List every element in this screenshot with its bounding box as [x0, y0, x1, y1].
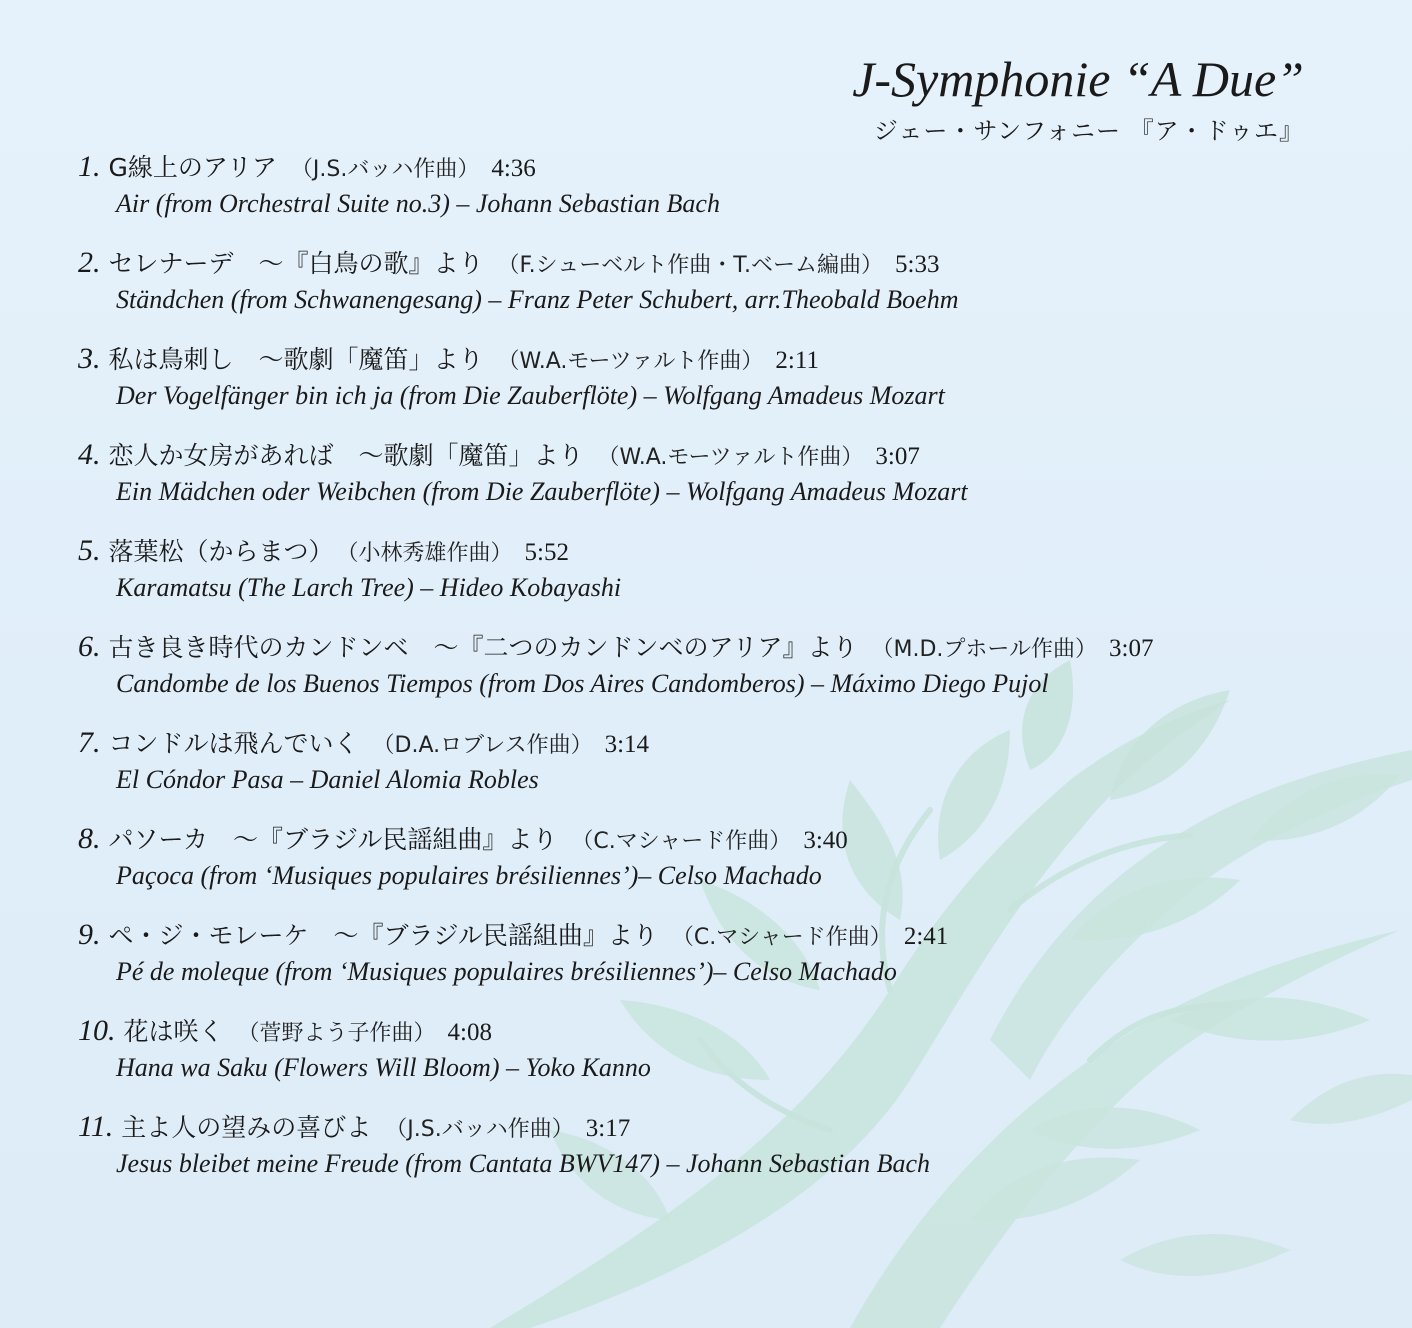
track-number: 4.: [78, 438, 101, 471]
track-title-jp: コンドルは飛んでいく: [108, 729, 359, 758]
track-item: [78, 150, 1378, 246]
track-item: [78, 918, 1378, 1014]
track-item: [78, 342, 1378, 438]
track-item: [78, 1110, 1378, 1206]
track-title-en: Karamatsu (The Larch Tree) – Hideo Kobayashi: [116, 573, 622, 602]
track-number: 11.: [78, 1110, 114, 1143]
track-title-en: Hana wa Saku (Flowers Will Bloom) – Yoko Kanno: [116, 1053, 651, 1082]
track-credit-jp: （M.D.プホール作曲）: [871, 637, 1097, 662]
album-subtitle: ジェー・サンフォニー 『ア・ドゥエ』: [873, 117, 1304, 145]
track-number: 6.: [78, 630, 101, 663]
track-number: 1.: [78, 150, 101, 183]
track-duration: 4:36: [491, 155, 536, 182]
track-duration: 3:14: [604, 731, 650, 758]
track-credit-jp: （菅野よう子作曲）: [237, 1021, 436, 1046]
track-credit-jp: （J.S.バッハ作曲）: [385, 1117, 574, 1142]
track-duration: 5:52: [524, 539, 569, 566]
track-duration: 3:07: [875, 443, 920, 470]
track-title-jp: ペ・ジ・モレーケ ～『ブラジル民謡組曲』より: [108, 921, 658, 950]
track-duration: 3:07: [1109, 635, 1154, 662]
track-credit-jp: （小林秀雄作曲）: [347, 541, 513, 566]
track-number: 7.: [78, 726, 101, 759]
track-number: 5.: [78, 534, 101, 567]
track-number: 10.: [78, 1014, 116, 1047]
track-title-en: Candombe de los Buenos Tiempos (from Dos Aires Candomberos) – Máximo Diego Pujol: [116, 669, 1049, 698]
track-number: 8.: [78, 822, 101, 855]
track-title-jp: 古き良き時代のカンドンベ ～『二つのカンドンベのアリア』より: [108, 633, 858, 662]
track-item: [78, 438, 1378, 534]
track-item: [78, 246, 1378, 342]
track-title-jp: セレナーデ ～『白鳥の歌』より: [108, 249, 484, 278]
track-title-en: Ständchen (from Schwanengesang) – Franz Peter Schubert, arr.Theobald Boehm: [116, 285, 959, 314]
track-number: 3.: [78, 342, 101, 375]
track-title-en: El Cóndor Pasa – Daniel Alomia Robles: [116, 765, 539, 794]
track-number: 2.: [78, 246, 101, 279]
album-title: J-Symphonie “A Due”: [852, 51, 1304, 107]
track-duration: 4:08: [447, 1019, 492, 1046]
track-credit-jp: （F.シューベルト作曲・T.ベーム編曲）: [497, 253, 884, 278]
track-item: [78, 1014, 1378, 1110]
track-credit-jp: （J.S.バッハ作曲）: [290, 157, 480, 182]
track-duration: 2:11: [775, 347, 819, 374]
track-item: [78, 822, 1378, 918]
track-title-en: Jesus bleibet meine Freude (from Cantata BWV147) – Johann Sebastian Bach: [116, 1149, 931, 1178]
track-credit-jp: （D.A.ロブレス作曲）: [372, 733, 593, 758]
track-item: [78, 630, 1378, 726]
track-title-en: Air (from Orchestral Suite no.3) – Johann Sebastian Bach: [116, 189, 720, 218]
track-list: [78, 150, 1378, 1206]
track-title-jp: 恋人か女房があれば ～歌劇「魔笛」より: [108, 441, 584, 470]
track-number: 9.: [78, 918, 101, 951]
track-title-en: Der Vogelfänger bin ich ja (from Die Zauberflöte) – Wolfgang Amadeus Mozart: [116, 381, 945, 410]
track-title-jp: 花は咲く: [123, 1017, 224, 1046]
track-duration: 5:33: [895, 251, 940, 278]
track-title-en: Ein Mädchen oder Weibchen (from Die Zauberflöte) – Wolfgang Amadeus Mozart: [116, 477, 968, 506]
track-credit-jp: （C.マシャード作曲）: [571, 829, 792, 854]
track-title-jp: 私は鳥刺し ～歌劇「魔笛」より: [108, 345, 484, 374]
track-credit-jp: （W.A.モーツァルト作曲）: [497, 349, 764, 374]
track-title-jp: 落葉松（からまつ）: [108, 537, 334, 566]
track-title-jp: パソーカ ～『ブラジル民謡組曲』より: [108, 825, 558, 854]
album-header: [852, 50, 1304, 146]
track-title-en: Paçoca (from ‘Musiques populaires brésiliennes’)– Celso Machado: [116, 861, 822, 890]
track-item: [78, 726, 1378, 822]
track-title-jp: G線上のアリア: [108, 153, 277, 182]
track-item: [78, 534, 1378, 630]
track-title-jp: 主よ人の望みの喜びよ: [121, 1113, 372, 1142]
track-duration: 3:40: [803, 827, 848, 854]
track-title-en: Pé de moleque (from ‘Musiques populaires brésiliennes’)– Celso Machado: [116, 957, 897, 986]
track-credit-jp: （W.A.モーツァルト作曲）: [597, 445, 864, 470]
track-duration: 3:17: [585, 1115, 631, 1142]
track-duration: 2:41: [903, 923, 949, 950]
track-credit-jp: （C.マシャード作曲）: [671, 925, 892, 950]
